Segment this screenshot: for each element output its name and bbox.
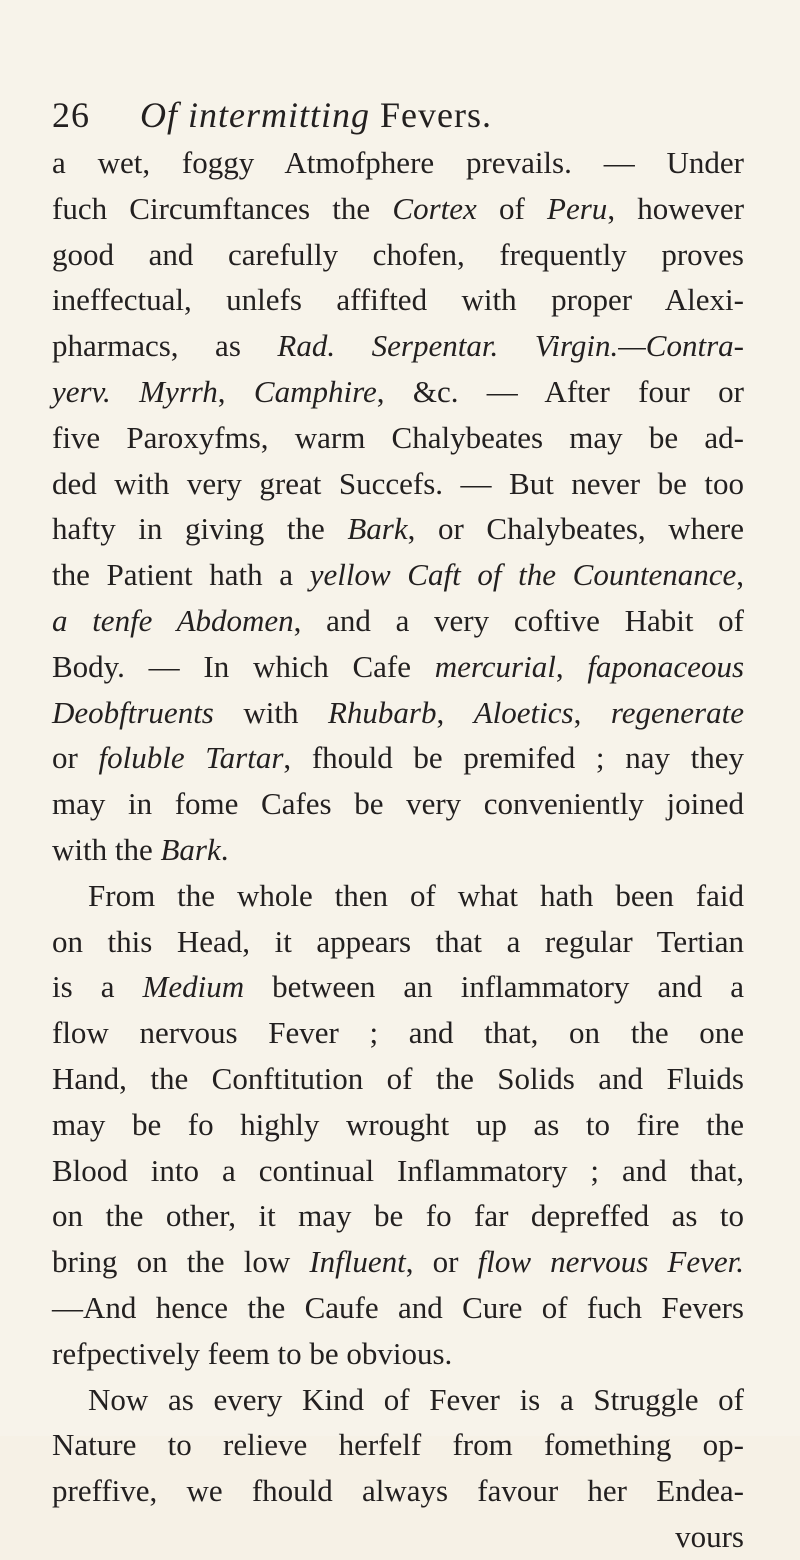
text-line [52, 644, 744, 690]
text-run: . [220, 831, 229, 867]
text-line [52, 1377, 744, 1423]
text-run: Now as every Kind of Fever is a Struggle of [88, 1381, 744, 1417]
italic-run: foluble Tartar [98, 740, 284, 776]
italic-run: yellow Caft of the Countenance [309, 557, 737, 593]
text-line [52, 873, 744, 919]
text-run: From the whole then of what hath been faid [88, 877, 744, 913]
text-line [52, 1056, 744, 1102]
text-run: ineffectual, unlefs affifted with proper Alexi- [52, 282, 744, 318]
italic-run: Aloetics [473, 694, 574, 730]
text-line [52, 232, 744, 278]
text-run: on this Head, it appears that a regular Tertian [52, 923, 744, 959]
text-line [52, 827, 744, 873]
text-run: a wet, foggy Atmofphere prevails. — Under [52, 145, 744, 180]
text-line [52, 1285, 744, 1331]
text-line [52, 1193, 744, 1239]
text-run: may in fome Cafes be very conveniently joined [52, 786, 744, 822]
text-line [52, 1468, 744, 1514]
page-number: 26 [52, 95, 90, 135]
catchword [52, 1514, 744, 1560]
text-run: , fhould be premifed ; nay they [283, 740, 744, 776]
text-line [52, 369, 744, 415]
text-run: Body. — In which Cafe [52, 648, 435, 684]
text-line [52, 323, 744, 369]
text-run: , [217, 373, 254, 409]
text-line [52, 415, 744, 461]
text-run: —And hence the Caufe and Cure of fuch Fevers [52, 1289, 744, 1325]
italic-run: regenerate [610, 694, 744, 730]
italic-run: yerv. Myrrh [52, 373, 218, 409]
text-line [52, 1102, 744, 1148]
italic-run: Deobftruents [52, 694, 214, 730]
text-line [52, 552, 744, 598]
text-line [52, 690, 744, 736]
text-run: , &c. — After four or [376, 373, 744, 409]
text-run: or [52, 740, 99, 776]
text-run: Blood into a continual Inflammatory ; and that, [52, 1152, 744, 1188]
running-header [52, 90, 740, 140]
text-run: five Paroxyfms, warm Chalybeates may be ad- [52, 419, 744, 455]
text-line [52, 1148, 744, 1194]
text-run: flow nervous Fever ; and that, on the one [52, 1015, 744, 1051]
italic-run: Rhubarb [328, 694, 437, 730]
text-line [52, 919, 744, 965]
body-text [52, 140, 744, 1560]
italic-run: Influent [309, 1244, 406, 1280]
italic-run: Cortex [392, 190, 477, 226]
italic-run: Camphire [253, 373, 377, 409]
text-line [52, 964, 744, 1010]
text-line [52, 598, 744, 644]
text-line [52, 781, 744, 827]
text-run: , or [405, 1244, 478, 1280]
text-run: between an inflammatory and a [244, 969, 745, 1005]
text-line [52, 186, 744, 232]
text-run: on the other, it may be fo far depreffed as to [52, 1198, 744, 1234]
text-line [52, 1331, 744, 1377]
italic-run: mercurial [434, 648, 556, 684]
italic-run: Peru [547, 190, 608, 226]
running-title [140, 90, 492, 140]
italic-run: Rad. Serpentar. Virgin.—Contra- [277, 328, 744, 364]
text-run: fuch Circumftances the [52, 190, 393, 226]
text-run: the Patient hath a [52, 557, 310, 593]
text-run: good and carefully chofen, frequently proves [52, 236, 744, 272]
text-run: may be fo highly wrought up as to fire the [52, 1106, 744, 1142]
text-run: , and a very coftive Habit of [293, 602, 744, 638]
text-line [52, 277, 744, 323]
text-run: , or Chalybeates, where [407, 511, 744, 547]
text-run: , however [607, 190, 745, 226]
italic-run: Bark [160, 831, 221, 867]
text-run: refpectively feem to be obvious. [52, 1335, 453, 1371]
italic-run: faponaceous [587, 648, 745, 684]
text-line [52, 735, 744, 781]
text-run: preffive, we fhould always favour her Endea- [52, 1473, 744, 1509]
italic-run: Medium [142, 969, 245, 1005]
text-run: hafty in giving the [52, 511, 348, 547]
running-title-rest: Fevers. [370, 95, 492, 135]
text-line [52, 1239, 744, 1285]
text-run: vours [675, 1518, 744, 1554]
text-run: is a [52, 969, 143, 1005]
italic-run: Bark [347, 511, 408, 547]
text-line [52, 461, 744, 507]
text-run: with [213, 694, 328, 730]
text-run: with the [52, 831, 161, 867]
text-run: bring on the low [52, 1244, 310, 1280]
text-run: Hand, the Conftitution of the Solids and Fluids [52, 1060, 744, 1096]
text-line [52, 1422, 744, 1468]
text-line [52, 140, 744, 186]
text-run: Nature to relieve herfelf from fomething op- [52, 1427, 744, 1463]
text-run: of [476, 190, 548, 226]
text-run: pharmacs, as [52, 328, 278, 364]
text-line [52, 506, 744, 552]
text-line [52, 1010, 744, 1056]
text-run: , [573, 694, 611, 730]
text-run: , [555, 648, 588, 684]
italic-run: a tenfe Abdomen [52, 602, 294, 638]
text-run: , [436, 694, 474, 730]
text-run: , [736, 557, 744, 593]
italic-run: flow nervous Fever. [477, 1244, 745, 1280]
text-run: ded with very great Succefs. — But never be too [52, 465, 744, 501]
running-title-italic: Of intermitting [140, 95, 370, 135]
